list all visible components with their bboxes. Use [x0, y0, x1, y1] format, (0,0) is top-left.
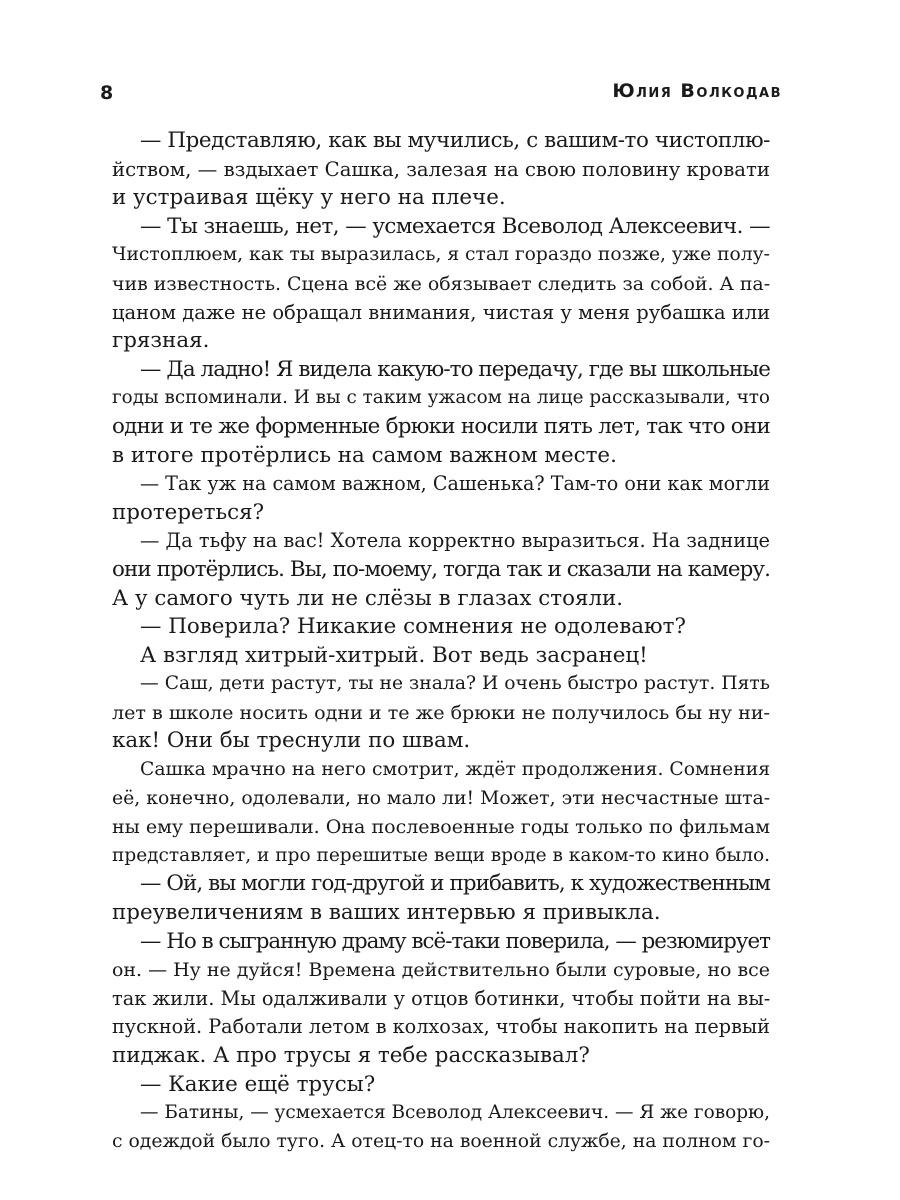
text-line: как! Они бы треснули по швам. [112, 728, 471, 754]
text-line: пиджак. А про трусы я тебе рассказывал? [112, 1043, 590, 1068]
text-line: одни и те же форменные брюки носили пять лет, так что они [112, 413, 770, 439]
text-line: её, конечно, одолевали, но мало ли! Может, эти несчастные шта- [112, 787, 771, 809]
text-line: годы вспоминали. И вы с таким ужасом на лице рассказывали, что [112, 387, 770, 409]
text-line: чив известность. Сцена всё же обязывает следить за собой. А па- [112, 272, 771, 295]
text-line: ны ему перешивали. Она послевоенные годы только по фильмам [112, 816, 770, 839]
text-line: грязная. [112, 328, 210, 354]
text-line: А у самого чуть ли не слёзы в глазах стояли. [112, 585, 624, 611]
text-line: А взгляд хитрый-хитрый. Вот ведь засранец! [140, 642, 648, 668]
text-line: и устраивая щёку у него на плече. [112, 185, 506, 211]
text-line: — Но в сыгранную драму всё-таки поверила, — резюмирует [140, 928, 770, 954]
text-line: протереться? [112, 499, 265, 525]
body-text [112, 127, 770, 1156]
text-line: — Батины, — усмехается Всеволод Алексеевич. — Я же говорю, [140, 1102, 770, 1124]
text-line: Сашка мрачно на него смотрит, ждёт продолжения. Сомнения [140, 759, 771, 781]
text-line: в итоге протёрлись на самом важном месте. [112, 442, 617, 468]
text-line: Чистоплюем, как ты выразилась, я стал гораздо позже, уже полу- [112, 244, 770, 266]
page-header [100, 80, 782, 110]
running-head-author: Юлия Волкодав [612, 80, 782, 102]
text-line: цаном даже не обращал внимания, чистая у меня рубашка или [112, 300, 771, 324]
text-line: он. — Ну не дуйся! Времена действительно были суровые, но все [112, 959, 770, 982]
text-line: — Какие ещё трусы? [140, 1071, 376, 1097]
text-line: с одеждой было туго. А отец-то на военной службе, на полном го- [112, 1130, 770, 1152]
text-line: — Саш, дети растут, ты не знала? И очень быстро растут. Пять [140, 673, 770, 695]
text-line: лет в школе носить одни и те же брюки не получилось бы ну ни- [112, 700, 770, 724]
text-line: — Ты знаешь, нет, — усмехается Всеволод Алексеевич. — [140, 213, 771, 239]
text-line: — Да тьфу на вас! Хотела корректно выразиться. На заднице [140, 529, 770, 553]
text-line: — Так уж на самом важном, Сашенька? Там-то они как могли [140, 472, 770, 496]
text-line: они протёрлись. Вы, по-моему, тогда так и сказали на камеру. [112, 556, 770, 582]
text-line: пускной. Работали летом в колхозах, чтобы накопить на первый [112, 1015, 770, 1039]
page-number: 8 [100, 82, 114, 104]
text-line: — Представляю, как вы мучились, с вашим-то чистоплю- [140, 128, 771, 153]
text-line: представляет, и про перешитые вещи вроде в каком-то кино было. [112, 844, 771, 866]
text-line: так жили. Мы одалживали у отцов ботинки, чтобы пойти на вы- [112, 986, 771, 1010]
text-line: преувеличениям в ваших интервью я привыкла. [112, 900, 661, 926]
text-line: йством, — вздыхает Сашка, залезая на свою половину кровати [112, 157, 770, 181]
text-line: — Поверила? Никакие сомнения не одолевают? [140, 614, 686, 640]
text-line: — Да ладно! Я видела какую-то передачу, где вы школьные [140, 356, 770, 382]
text-line: — Ой, вы могли год-другой и прибавить, к художественным [140, 871, 771, 897]
